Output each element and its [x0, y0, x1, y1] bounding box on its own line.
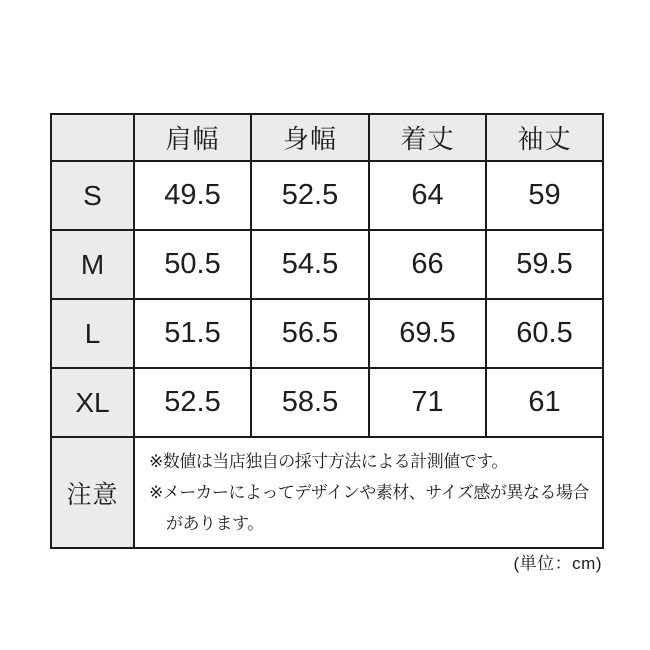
measurement-value: 71	[369, 368, 486, 437]
size-label-s: S	[51, 161, 134, 230]
unit-label: (単位：cm)	[513, 554, 602, 573]
header-cell-sleeve-length: 袖丈	[486, 114, 603, 161]
measurement-value: 49.5	[134, 161, 251, 230]
measurement-value: 58.5	[251, 368, 369, 437]
header-cell-length: 着丈	[369, 114, 486, 161]
notes-cell	[134, 437, 603, 548]
notes-row	[51, 437, 603, 548]
measurement-value: 59.5	[486, 230, 603, 299]
measurement-value: 50.5	[134, 230, 251, 299]
header-row	[51, 114, 603, 161]
measurement-value: 52.5	[134, 368, 251, 437]
row-size-l	[51, 299, 603, 368]
size-label-xl: XL	[51, 368, 134, 437]
note-line-maker-difference: ※メーカーによってデザインや素材、サイズ感が異なる場合があります。	[149, 483, 589, 533]
measurement-value: 52.5	[251, 161, 369, 230]
row-size-xl	[51, 368, 603, 437]
notes-label: 注意	[51, 437, 134, 548]
size-label-m: M	[51, 230, 134, 299]
size-label-l: L	[51, 299, 134, 368]
measurement-value: 66	[369, 230, 486, 299]
measurement-value: 59	[486, 161, 603, 230]
measurement-value: 51.5	[134, 299, 251, 368]
measurement-value: 69.5	[369, 299, 486, 368]
measurement-value: 61	[486, 368, 603, 437]
header-cell-body-width: 身幅	[251, 114, 369, 161]
row-size-s	[51, 161, 603, 230]
note-line-measurement-method: ※数値は当店独自の採寸方法による計測値です。	[149, 452, 508, 471]
measurement-value: 60.5	[486, 299, 603, 368]
size-chart-table	[50, 113, 604, 549]
measurement-value: 56.5	[251, 299, 369, 368]
header-cell-blank	[51, 114, 134, 161]
row-size-m	[51, 230, 603, 299]
header-cell-shoulder-width: 肩幅	[134, 114, 251, 161]
measurement-value: 54.5	[251, 230, 369, 299]
measurement-value: 64	[369, 161, 486, 230]
